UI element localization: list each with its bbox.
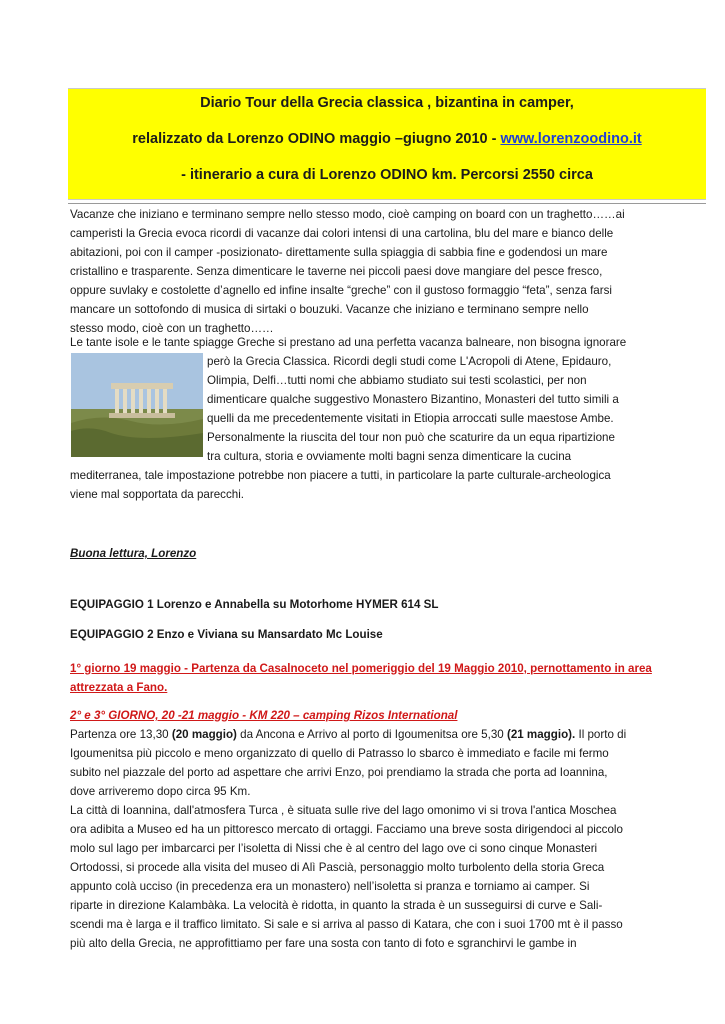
text-line: ora adibita a Museo ed ha un pittoresco mercato di ortaggi. Facciamo una breve sosta dirigendoci al piccolo: [70, 823, 623, 836]
crew-1: EQUIPAGGIO 1 Lorenzo e Annabella su Motorhome HYMER 614 SL: [70, 598, 439, 611]
text-line: appunto colà ucciso (in precedenza era un monastero) nell’isoletta si pranza e torniamo ai camper. Si: [70, 880, 590, 893]
text-run: Il porto di: [575, 728, 627, 741]
text-line: quelli da me precedentemente visitati in Etiopia arroccati sulle maestose Ambe.: [207, 412, 614, 425]
text-line: Le tante isole e le tante spiagge Greche si prestano ad una perfetta vacanza balneare, non bisogna ignorare: [70, 336, 627, 349]
temple-illustration: [71, 353, 203, 457]
day-2-paragraph: [70, 725, 710, 953]
text-line: La città di Ioannina, dall'atmosfera Turca , è situata sulle rive del lago omonimo vi si trova l'antica Moschea: [70, 804, 617, 817]
text-line: molo sul lago per imbarcarci per l’isoletta di Nissi che è al centro del lago ove ci sono cinque Monasteri: [70, 842, 598, 855]
date-bold: (21 maggio).: [506, 728, 576, 741]
text-line: oppure suvlaky e costolette d’agnello ed infine insalte “greche” con il gustoso formaggio “feta”, senza farsi: [70, 284, 612, 297]
text-line: dove arriveremo dopo circa 95 Km.: [70, 785, 251, 798]
day-2-heading: 2° e 3° GIORNO, 20 -21 maggio - KM 220 – camping Rizos International: [70, 709, 458, 722]
text-line: cristallino e trasparente. Senza dimenticare le taverne nei piccoli paesi dove mangiare del pesce fresco,: [70, 265, 603, 278]
text-line: Ortodossi, si procede alla visita del museo di Alì Pascià, personaggio molto turbolento della storia Greca: [70, 861, 605, 874]
website-link[interactable]: www.lorenzoodino.it: [500, 131, 642, 147]
title-line-3: - itinerario a cura di Lorenzo ODINO km. Percorsi 2550 circa: [181, 167, 593, 183]
day-1-heading: 1° giorno 19 maggio - Partenza da Casalnoceto nel pomeriggio del 19 Maggio 2010, pernottamento in area attrezzata a Fano.: [70, 662, 652, 694]
islands-tail-text: [70, 466, 710, 504]
title-line-2-text: relalizzato da Lorenzo ODINO maggio –giugno 2010 -: [132, 131, 501, 147]
text-line: abitazioni, poi con il camper -posizionato- direttamente sulla spiaggia di sabbia fine e godendosi un mare: [70, 246, 608, 259]
text-line: più alto della Grecia, ne approfittiamo per fare una sosta con tanto di foto e sgranchirvi le gambe in: [70, 937, 577, 950]
temple-photo: [71, 353, 203, 457]
text-line: Personalmente la riuscita del tour non può che scaturire da un equa ripartizione: [207, 431, 615, 444]
text-line: scendi ma è larga e il traffico limitato. Si sale e si arriva al passo di Katara, che con i suoi 1700 mt è il passo: [70, 918, 623, 931]
islands-wrapped-text: [207, 352, 667, 466]
text-line: Vacanze che iniziano e terminano sempre nello stesso modo, cioè camping on board con un traghetto……ai: [70, 208, 625, 221]
title-banner: [68, 88, 706, 200]
islands-first-line: [70, 333, 710, 352]
text-run: da Ancona e Arrivo al porto di Igoumenitsa ore 5,30: [236, 728, 507, 741]
text-line: però la Grecia Classica. Ricordi degli studi come L'Acropoli di Atene, Epidauro,: [207, 355, 612, 368]
text-line: subito nel piazzale del porto ad aspettare che arrivi Enzo, poi prendiamo la strada che porta ad Ioannina,: [70, 766, 608, 779]
text-line: stesso modo, cioè con un traghetto……: [70, 322, 274, 335]
title-line-2: [68, 131, 706, 147]
text-run: Partenza ore 13,30: [70, 728, 172, 741]
text-line: riparte in direzione Kalambàka. La velocità è ridotta, in quanto la strada è un susseguirsi di curve e Sali-: [70, 899, 603, 912]
intro-paragraph: [70, 205, 710, 338]
text-line: Olimpia, Delfi…tutti nomi che abbiamo studiato sui testi scolastici, per non: [207, 374, 587, 387]
divider: [68, 203, 706, 204]
text-line: tra cultura, storia e ovviamente molti bagni senza dimenticare la cucina: [207, 450, 572, 463]
signature: Buona lettura, Lorenzo: [70, 547, 197, 560]
text-line: Igoumenitsa più piccolo e meno organizzato di quello di Patrasso lo sbarco è immediato e facile mi fermo: [70, 747, 609, 760]
crew-2: EQUIPAGGIO 2 Enzo e Viviana su Mansardato Mc Louise: [70, 628, 383, 641]
text-line: mediterranea, tale impostazione potrebbe non piacere a tutti, in particolare la parte culturale-archeologica: [70, 469, 611, 482]
date-bold: (20 maggio): [171, 728, 237, 741]
text-line: mancare un sottofondo di musica di sirtaki o bouzuki. Vacanze che iniziano e terminano sempre nello: [70, 303, 589, 316]
text-line: camperisti la Grecia evoca ricordi di vacanze dai colori intensi di una cartolina, blu del mare e bianco delle: [70, 227, 614, 240]
title-line-1: Diario Tour della Grecia classica , bizantina in camper,: [200, 95, 574, 111]
text-line: [70, 725, 710, 744]
text-line: dimenticare qualche suggestivo Monastero Bizantino, Monasteri del tutto simili a: [207, 393, 619, 406]
text-line: viene mal sopportata da parecchi.: [70, 488, 245, 501]
